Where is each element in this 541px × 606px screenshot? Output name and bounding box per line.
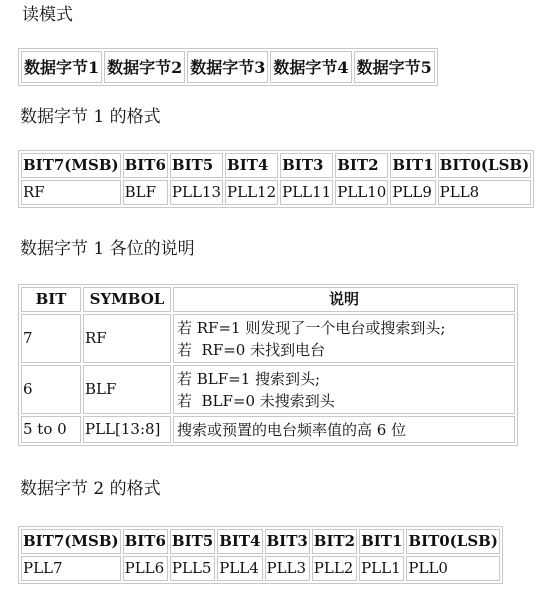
- table-row: [21, 314, 515, 363]
- table-cell: PLL2: [312, 556, 357, 581]
- table-cell: PLL0: [406, 556, 500, 581]
- column-header: BIT3: [280, 153, 333, 178]
- description-cell: 搜索或预置的电台频率值的高 6 位: [173, 416, 515, 443]
- symbol-cell: BLF: [83, 365, 171, 414]
- byte2-format-heading: 数据字节 2 的格式: [20, 479, 161, 499]
- byte1-format-table: [18, 150, 534, 208]
- column-header: BIT7(MSB): [21, 153, 121, 178]
- column-header: BIT4: [225, 153, 278, 178]
- column-header: BIT3: [265, 529, 310, 554]
- bits-description-table: [18, 284, 518, 446]
- column-header: BIT0(LSB): [438, 153, 532, 178]
- table-cell: PLL7: [21, 556, 121, 581]
- column-header: 说明: [173, 287, 515, 312]
- symbol-cell: RF: [83, 314, 171, 363]
- table-row: [21, 416, 515, 443]
- symbol-cell: PLL[13:8]: [83, 416, 171, 443]
- page-title: 读模式: [22, 5, 73, 25]
- column-header: BIT6: [123, 153, 168, 178]
- table-cell: PLL1: [359, 556, 404, 581]
- column-header: BIT0(LSB): [406, 529, 500, 554]
- table-cell: 数据字节4: [270, 51, 351, 83]
- table-cell: PLL11: [280, 180, 333, 205]
- bit-cell: 7: [21, 314, 81, 363]
- table-cell: BLF: [123, 180, 168, 205]
- column-header: BIT7(MSB): [21, 529, 121, 554]
- table-row: [21, 556, 500, 581]
- column-header: BIT5: [170, 529, 215, 554]
- table-cell: 数据字节2: [104, 51, 185, 83]
- bit-cell: 6: [21, 365, 81, 414]
- column-header: BIT6: [123, 529, 168, 554]
- column-header: BIT1: [359, 529, 404, 554]
- table-cell: PLL10: [335, 180, 388, 205]
- bits-description-heading: 数据字节 1 各位的说明: [20, 239, 195, 259]
- table-header-row: [21, 529, 500, 554]
- bit-cell: 5 to 0: [21, 416, 81, 443]
- description-line: 若 RF=0 未找到电台: [177, 340, 326, 359]
- table-cell: 数据字节5: [354, 51, 435, 83]
- column-header: BIT2: [312, 529, 357, 554]
- table-cell: PLL5: [170, 556, 215, 581]
- table-row: [21, 180, 531, 205]
- description-line: 若 BLF=0 未搜索到头: [177, 391, 335, 410]
- column-header: BIT4: [217, 529, 262, 554]
- description-cell: [173, 314, 515, 363]
- table-cell: RF: [21, 180, 121, 205]
- table-row: [21, 365, 515, 414]
- table-cell: 数据字节1: [21, 51, 102, 83]
- byte1-format-heading: 数据字节 1 的格式: [20, 107, 161, 127]
- table-row: [21, 51, 435, 83]
- description-line: 若 RF=1 则发现了一个电台或搜索到头;: [177, 318, 446, 337]
- table-cell: PLL3: [265, 556, 310, 581]
- table-cell: PLL6: [123, 556, 168, 581]
- table-header-row: [21, 153, 531, 178]
- column-header: BIT: [21, 287, 81, 312]
- column-header: BIT2: [335, 153, 388, 178]
- table-cell: PLL13: [170, 180, 223, 205]
- table-header-row: [21, 287, 515, 312]
- column-header: SYMBOL: [83, 287, 171, 312]
- table-cell: PLL9: [390, 180, 435, 205]
- byte2-format-table: [18, 526, 503, 584]
- column-header: BIT1: [390, 153, 435, 178]
- read-mode-table: [18, 48, 438, 86]
- column-header: BIT5: [170, 153, 223, 178]
- table-cell: 数据字节3: [187, 51, 268, 83]
- table-cell: PLL12: [225, 180, 278, 205]
- table-cell: PLL4: [217, 556, 262, 581]
- description-cell: [173, 365, 515, 414]
- table-cell: PLL8: [438, 180, 532, 205]
- description-line: 若 BLF=1 搜索到头;: [177, 369, 321, 388]
